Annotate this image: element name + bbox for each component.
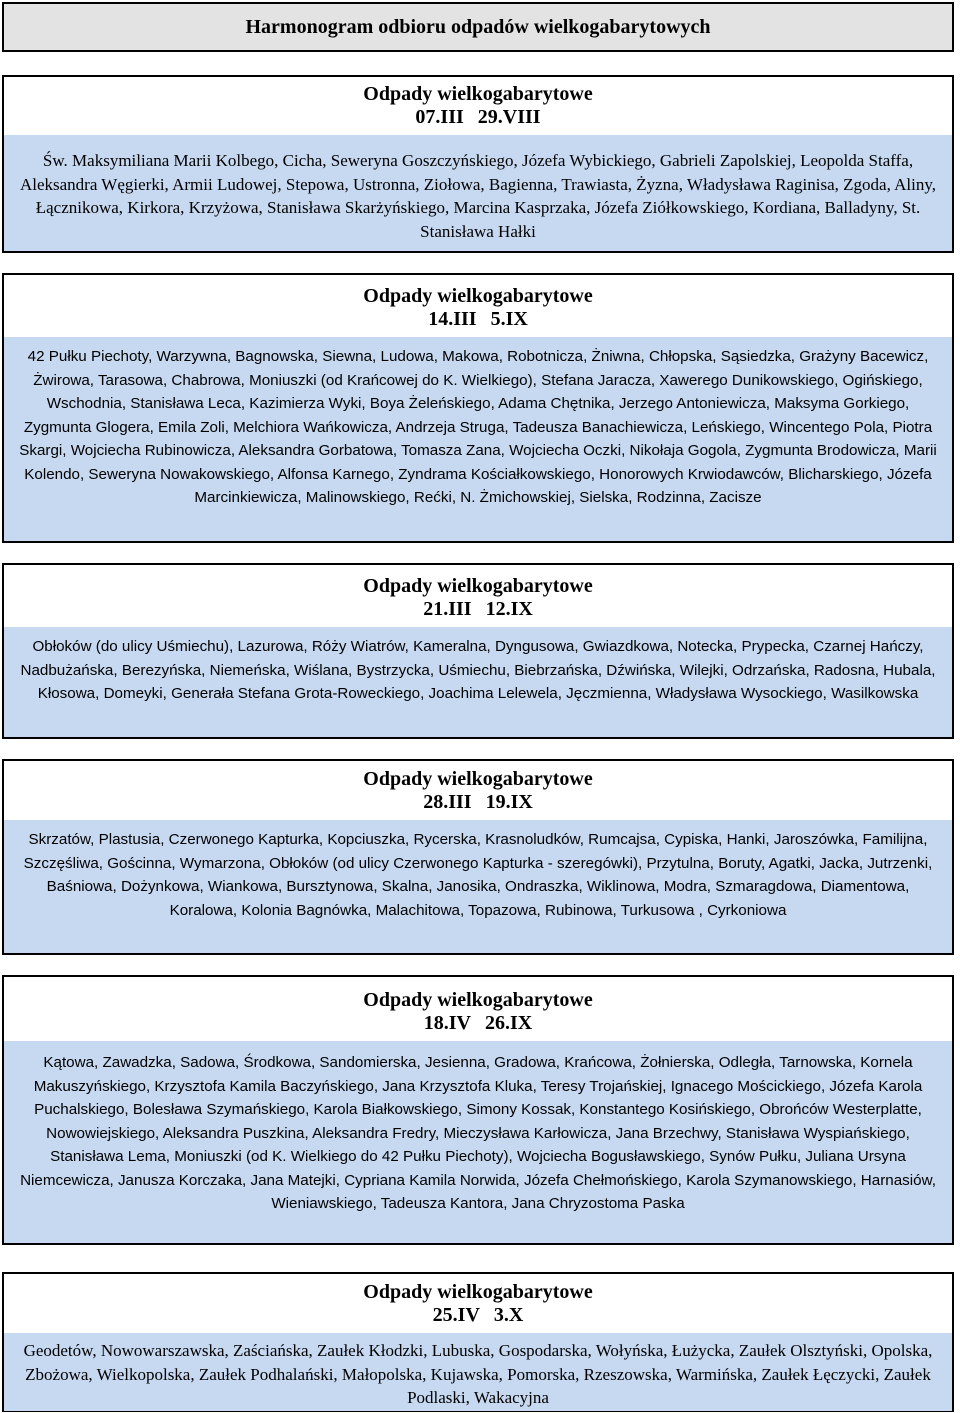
street-list: Kątowa, Zawadzka, Sadowa, Środkowa, Sandomierska, Jesienna, Gradowa, Krańcowa, Żołnierska, Odległa, Tarnowska, Kornela Makuszyńskiego, Krzysztofa Kamila Baczyńskiego, Jana Krzysztofa Kluka, Teresy Trojańskiej, Ignacego Mościckiego, Józefa Karola Puchalskiego, Bolesława Szymańskiego, Karola Białkowskiego, Simony Kossak, Konstantego Kosińskiego, Obrońców Westerplatte, Nowowiejskiego, Aleksandra Puszkina, Aleksandra Fredry, Mieczysława Karłowicza, Jana Brzechwy, Stanisława Wyspiańskiego, Stanisława Lema, Moniuszki (od K. Wielkiego do 42 Pułku Piechoty), Wojciecha Bogusławskiego, Synów Pułku, Juliana Ursyna Niemcewicza, Janusza Korczaka, Jana Matejki, Cypriana Kamila Norwida, Józefa Chełmońskiego, Karola Szymanowskiego, Harnasiów, Wieniawskiego, Tadeusza Kantora, Jana Chryzostoma Paska — [4, 1041, 952, 1243]
schedule-section — [2, 975, 954, 1245]
collection-date-1: 18.IV — [423, 1012, 471, 1034]
section-header — [4, 761, 952, 820]
collection-dates — [4, 106, 952, 129]
street-list: Geodetów, Nowowarszawska, Zaściańska, Zaułek Kłodzki, Lubuska, Gospodarska, Wołyńska, Łużycka, Zaułek Olsztyński, Opolska, Zbożowa, Wielkopolska, Zaułek Podhalański, Małopolska, Kujawska, Pomorska, Rzeszowska, Warmińska, Zaułek Łęczycki, Zaułek Podlaski, Wakacyjna — [4, 1333, 952, 1411]
schedule-section — [2, 75, 954, 253]
collection-date-1: 25.IV — [432, 1304, 480, 1326]
section-header — [4, 77, 952, 135]
collection-date-2: 29.VIII — [477, 106, 541, 128]
schedule-section — [2, 759, 954, 955]
collection-date-1: 07.III — [415, 106, 464, 128]
collection-date-1: 21.III — [423, 598, 472, 620]
page-title: Harmonogram odbioru odpadów wielkogabarytowych — [2, 2, 954, 52]
collection-dates — [4, 1304, 952, 1327]
street-list: Św. Maksymiliana Marii Kolbego, Cicha, Seweryna Goszczyńskiego, Józefa Wybickiego, Gabrieli Zapolskiej, Leopolda Staffa, Aleksandra Węgierki, Armii Ludowej, Stepowa, Ustronna, Ziołowa, Bagienna, Trawiasta, Żyzna, Władysława Raginisa, Zgoda, Aliny, Łącznikowa, Kirkora, Krzyżowa, Stanisława Skarżyńskiego, Marcina Kasprzaka, Józefa Ziółkowskiego, Kordiana, Balladyny, St. Stanisława Hałki — [4, 135, 952, 251]
collection-date-1: 28.III — [423, 791, 472, 813]
section-header — [4, 1274, 952, 1333]
collection-date-2: 12.IX — [485, 598, 533, 620]
section-heading: Odpady wielkogabarytowe — [363, 1281, 593, 1303]
section-heading: Odpady wielkogabarytowe — [363, 575, 593, 597]
street-list: Obłoków (do ulicy Uśmiechu), Lazurowa, Róży Wiatrów, Kameralna, Dyngusowa, Gwiazdkowa, Notecka, Prypecka, Czarnej Hańczy, Nadbużańska, Berezyńska, Niemeńska, Wiślana, Bystrzycka, Uśmiechu, Biebrzańska, Dźwińska, Wilejki, Odrzańska, Radosna, Hubala, Kłosowa, Domeyki, Generała Stefana Grota-Roweckiego, Joachima Lelewela, Jęczmienna, Władysława Wysockiego, Wasilkowska — [4, 627, 952, 737]
collection-date-1: 14.III — [428, 308, 477, 330]
collection-dates — [4, 598, 952, 621]
section-header — [4, 977, 952, 1041]
collection-date-2: 3.X — [493, 1304, 524, 1326]
section-heading: Odpady wielkogabarytowe — [363, 768, 593, 790]
schedule-section — [2, 563, 954, 739]
collection-dates — [4, 308, 952, 331]
street-list: Skrzatów, Plastusia, Czerwonego Kapturka, Kopciuszka, Rycerska, Krasnoludków, Rumcajsa, Cypiska, Hanki, Jaroszówka, Familijna, Szczęśliwa, Gościnna, Wymarzona, Obłoków (od ulicy Czerwonego Kapturka - szeregówki), Przytulna, Boruty, Agatki, Jacka, Jutrzenki, Baśniowa, Dożynkowa, Wiankowa, Bursztynowa, Skalna, Janosika, Ondraszka, Wiklinowa, Modra, Szmaragdowa, Diamentowa, Koralowa, Kolonia Bagnówka, Malachitowa, Topazowa, Rubinowa, Turkusowa , Cyrkoniowa — [4, 820, 952, 953]
section-header — [4, 275, 952, 337]
schedule-section — [2, 1272, 954, 1412]
collection-date-2: 26.IX — [485, 1012, 533, 1034]
section-heading: Odpady wielkogabarytowe — [363, 989, 593, 1011]
collection-date-2: 19.IX — [485, 791, 533, 813]
schedule-section — [2, 273, 954, 543]
collection-dates — [4, 791, 952, 814]
collection-date-2: 5.IX — [490, 308, 528, 330]
section-heading: Odpady wielkogabarytowe — [363, 83, 593, 105]
collection-dates — [4, 1012, 952, 1035]
section-heading: Odpady wielkogabarytowe — [363, 285, 593, 307]
section-header — [4, 565, 952, 627]
street-list: 42 Pułku Piechoty, Warzywna, Bagnowska, Siewna, Ludowa, Makowa, Robotnicza, Żniwna, Chłopska, Sąsiedzka, Grażyny Bacewicz, Żwirowa, Tarasowa, Chabrowa, Moniuszki (od Krańcowej do K. Wielkiego), Stefana Jaracza, Xawerego Dunikowskiego, Ogińskiego, Wschodnia, Stanisława Leca, Kazimierza Wyki, Boya Żeleńskiego, Adama Chętnika, Jerzego Antoniewicza, Maksyma Gorkiego, Zygmunta Glogera, Emila Zoli, Melchiora Wańkowicza, Andrzeja Struga, Tadeusza Banachiewicza, Leńskiego, Wincentego Pola, Piotra Skargi, Wojciecha Rubinowicza, Aleksandra Gorbatowa, Tomasza Zana, Wojciecha Oczki, Nikołaja Gogola, Zygmunta Brodowicza, Marii Kolendo, Seweryna Nowakowskiego, Alfonsa Karnego, Zyndrama Kościałkowskiego, Honorowych Krwiodawców, Blicharskiego, Józefa Marcinkiewicza, Malinowskiego, Rećki, N. Żmichowskiej, Sielska, Rodzinna, Zacisze — [4, 337, 952, 541]
